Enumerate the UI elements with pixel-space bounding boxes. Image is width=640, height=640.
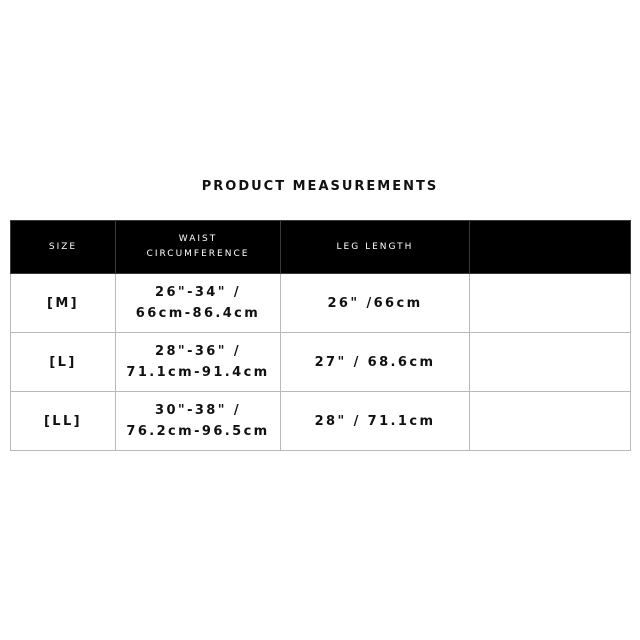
size-cell	[11, 333, 116, 392]
table-header-row	[11, 221, 631, 274]
waist-cm: 76.2cm-96.5cm	[126, 424, 270, 439]
leg-length-value: 26" /66cm	[327, 295, 423, 311]
table-row	[11, 274, 631, 333]
waist-cm: 71.1cm-91.4cm	[126, 365, 270, 380]
size-value: [L]	[49, 354, 77, 370]
column-header-size-label: SIZE	[48, 241, 78, 252]
waist-inches: 26"-34" /	[155, 285, 241, 300]
size-value: [LL]	[43, 413, 83, 429]
leg-length-cell	[281, 392, 470, 451]
size-cell	[11, 274, 116, 333]
waist-inches: 28"-36" /	[155, 344, 241, 359]
waist-cell	[116, 392, 281, 451]
waist-cm: 66cm-86.4cm	[135, 306, 261, 321]
empty-cell	[470, 274, 631, 333]
column-header-waist-line2: CIRCUMFERENCE	[146, 249, 250, 259]
leg-length-value: 28" / 71.1cm	[314, 413, 436, 429]
column-header-blank	[470, 221, 631, 274]
table-row	[11, 333, 631, 392]
table-row	[11, 392, 631, 451]
leg-length-value: 27" / 68.6cm	[314, 354, 436, 370]
leg-length-cell	[281, 333, 470, 392]
page-title: PRODUCT MEASUREMENTS	[201, 179, 439, 194]
waist-cell	[116, 274, 281, 333]
column-header-leg-length-label: LEG LENGTH	[336, 241, 414, 252]
column-header-size	[11, 221, 116, 274]
column-header-leg-length	[281, 221, 470, 274]
size-cell	[11, 392, 116, 451]
waist-cell	[116, 333, 281, 392]
measurements-table	[10, 220, 631, 451]
leg-length-cell	[281, 274, 470, 333]
column-header-waist-line1: WAIST	[178, 234, 218, 244]
waist-inches: 30"-38" /	[155, 403, 241, 418]
empty-cell	[470, 392, 631, 451]
column-header-waist	[116, 221, 281, 274]
empty-cell	[470, 333, 631, 392]
size-value: [M]	[46, 295, 80, 311]
